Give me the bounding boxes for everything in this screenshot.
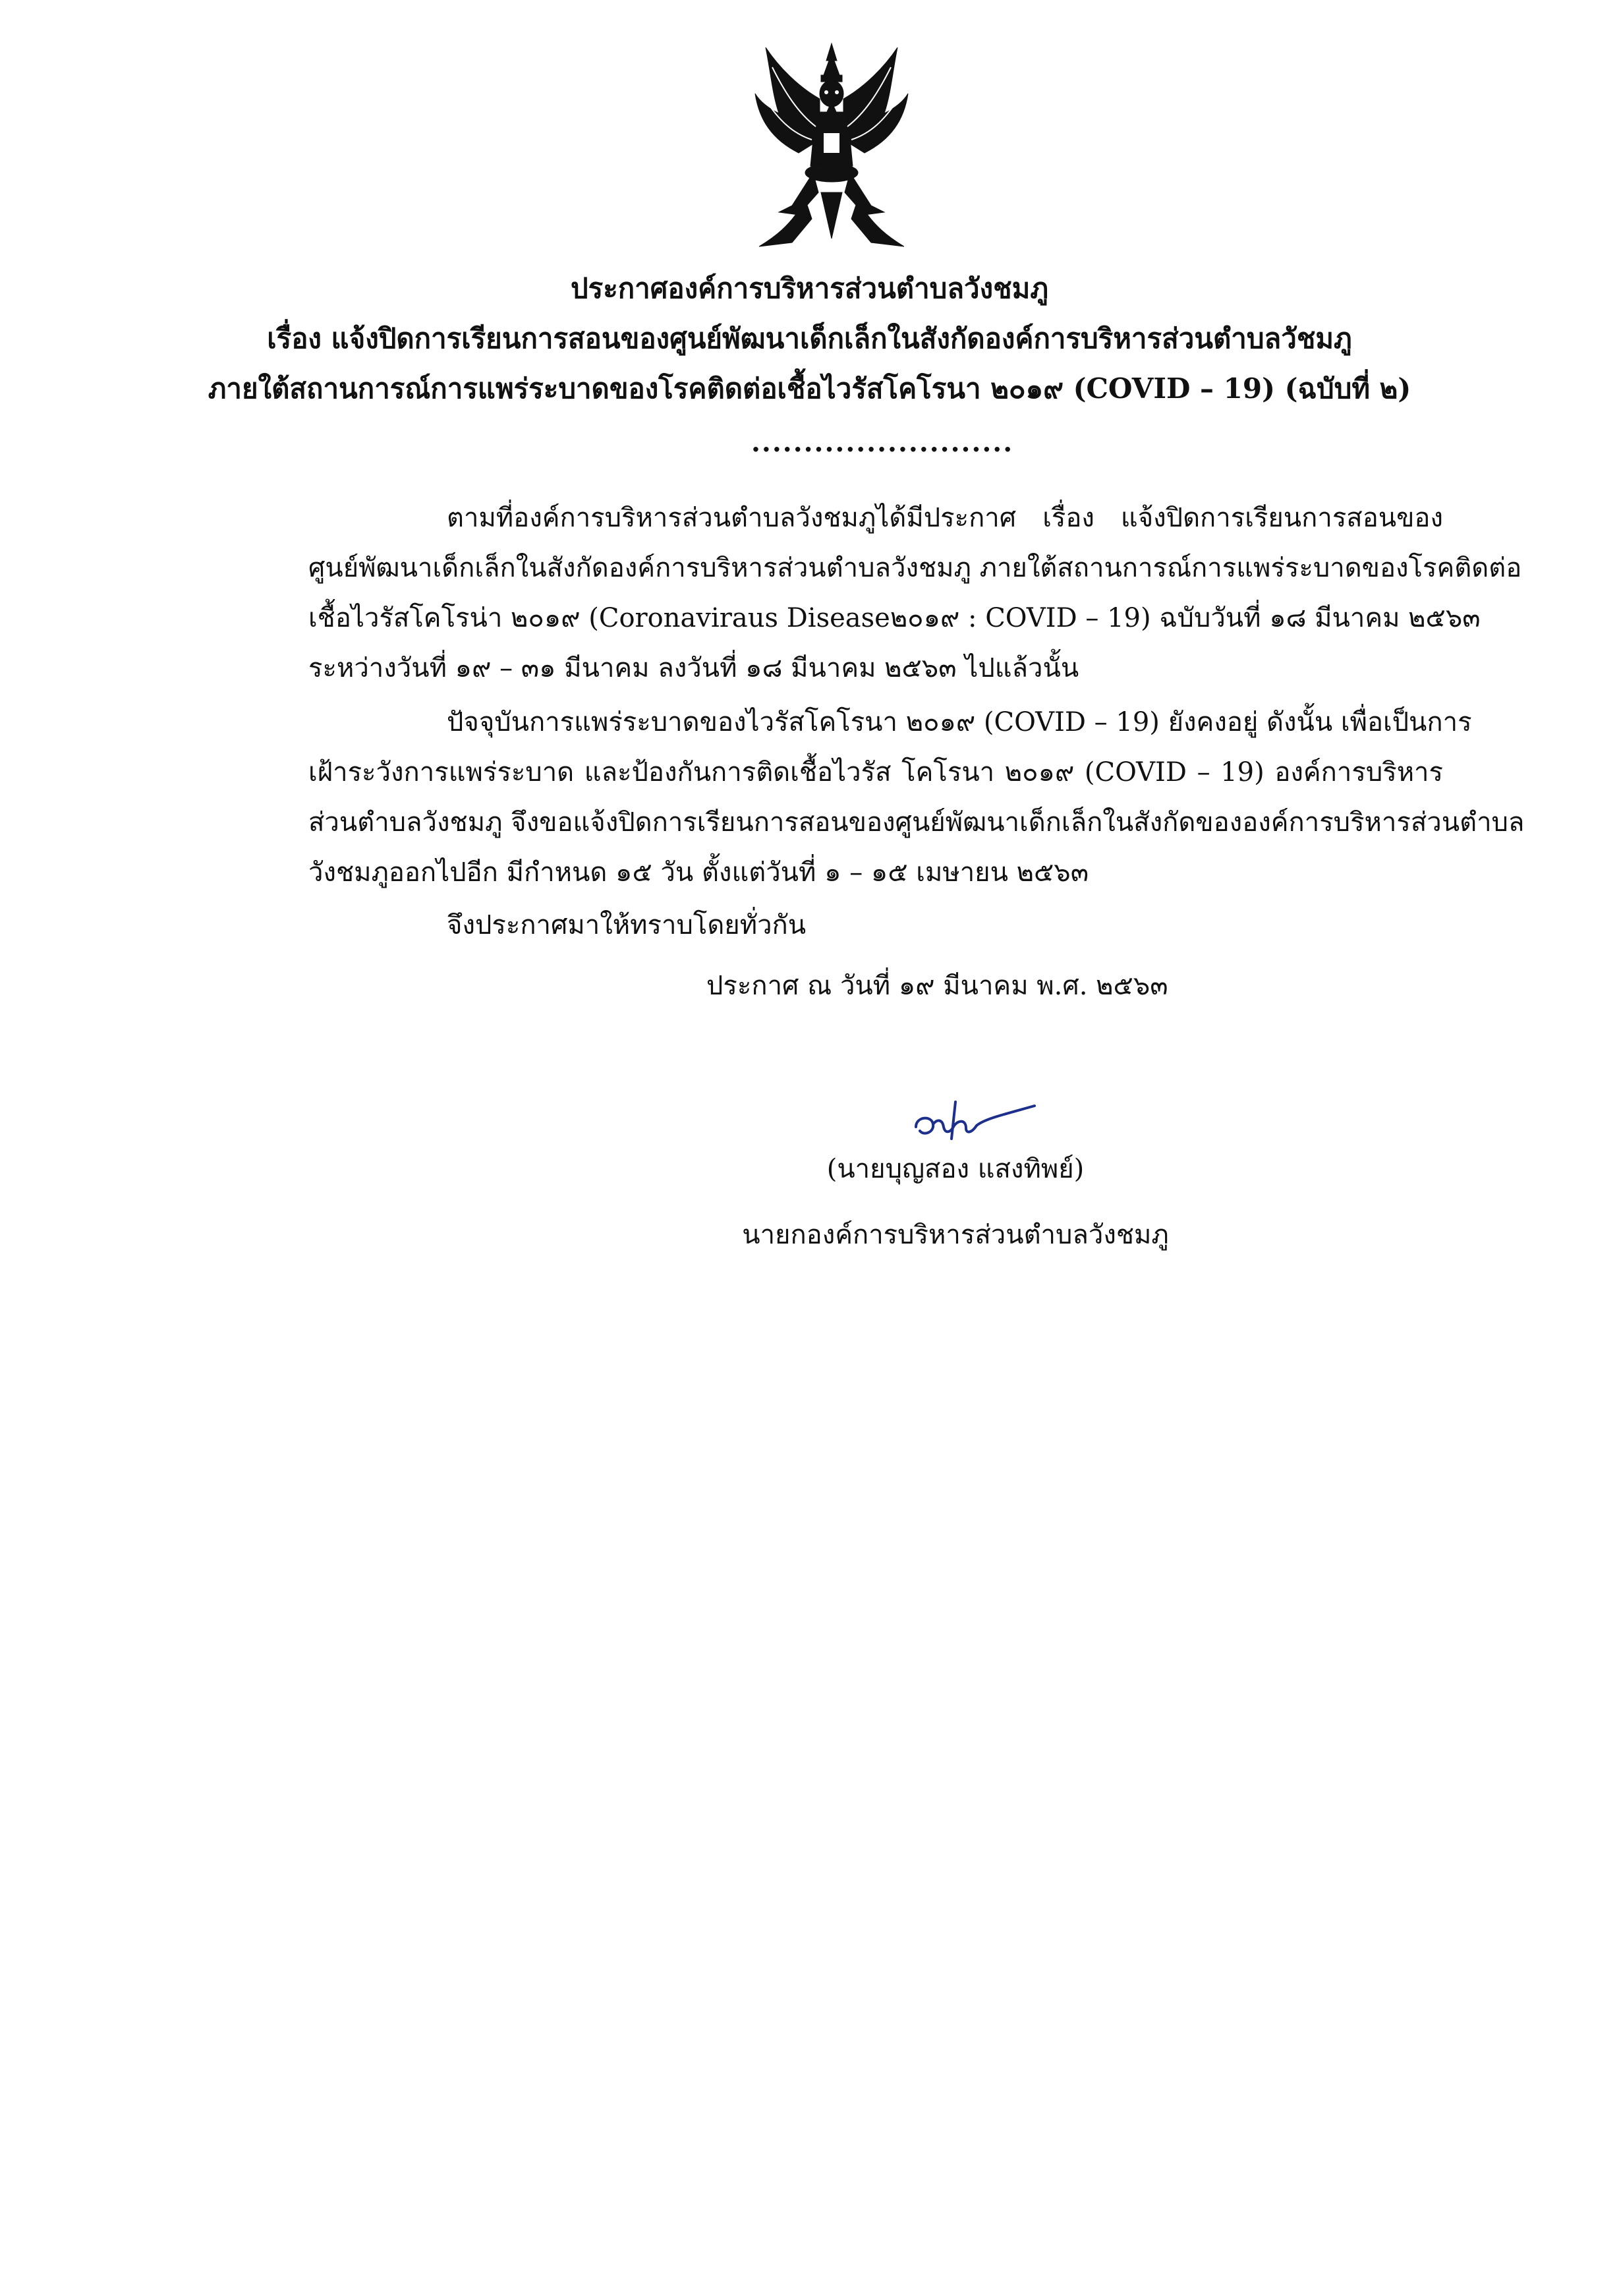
paragraph-line: ปัจจุบันการแพร่ระบาดของไวรัสโคโรนา ๒๐๑๙ (COVID – 19) ยังคงอยู่ ดังนั้น เพื่อเป็นการ: [447, 707, 1472, 737]
announcement-title: ประกาศองค์การบริหารส่วนตำบลวังชมภู: [570, 272, 1049, 304]
paragraph-line: ศูนย์พัฒนาเด็กเล็กในสังกัดองค์การบริหารส่วนตำบลวังชมภู ภายใต้สถานการณ์การแพร่ระบาดของโรคติดต่อ: [308, 553, 1522, 583]
paragraph-line: ส่วนตำบลวังชมภู จึงขอแจ้งปิดการเรียนการสอนของศูนย์พัฒนาเด็กเล็กในสังกัดขององค์การบริหารส่วนตำบล: [308, 807, 1525, 838]
separator-dots: .........................: [751, 427, 1014, 458]
paragraph-2: [308, 697, 1525, 898]
paragraph-line: ตามที่องค์การบริหารส่วนตำบลวังชมภูได้มีประกาศ เรื่อง แจ้งปิดการเรียนการสอนของ: [447, 503, 1443, 533]
announcement-subtitle: ภายใต้สถานการณ์การแพร่ระบาดของโรคติดต่อเชื้อไวรัสโคโรนา ๒๐๑๙ (COVID – 19) (ฉบับที่ ๒): [208, 372, 1411, 405]
paragraph-line: วังชมภูออกไปอีก มีกำหนด ๑๕ วัน ตั้งแต่วันที่ ๑ – ๑๕ เมษายน ๒๕๖๓: [308, 857, 1089, 888]
paragraph-1: [308, 493, 1522, 693]
signer-title: นายกองค์การบริหารส่วนตำบลวังชมภู: [742, 1220, 1169, 1250]
paragraph-line: เฝ้าระวังการแพร่ระบาด และป้องกันการติดเชื้อไวรัส โคโรนา ๒๐๑๙ (COVID – 19) องค์การบริหาร: [308, 757, 1443, 788]
paragraph-line: ระหว่างวันที่ ๑๙ – ๓๑ มีนาคม ลงวันที่ ๑๘ มีนาคม ๒๕๖๓ ไปแล้วนั้น: [308, 653, 1079, 683]
garuda-emblem-icon: [753, 41, 911, 250]
paragraph-line: เชื้อไวรัสโคโรน่า ๒๐๑๙ (Coronaviraus Disease๒๐๑๙ : COVID – 19) ฉบับวันที่ ๑๘ มีนาคม ๒๕๖๓: [308, 603, 1481, 633]
announcement-date: ประกาศ ณ วันที่ ๑๙ มีนาคม พ.ศ. ๒๕๖๓: [706, 971, 1168, 1001]
handwritten-signature-icon: [903, 1093, 1048, 1152]
closing-statement: จึงประกาศมาให้ทราบโดยทั่วกัน: [447, 910, 807, 940]
announcement-subject: เรื่อง แจ้งปิดการเรียนการสอนของศูนย์พัฒนาเด็กเล็กในสังกัดองค์การบริหารส่วนตำบลวัชมภู: [267, 322, 1352, 355]
signer-name: (นายบุญสอง แสงทิพย์): [826, 1154, 1085, 1184]
